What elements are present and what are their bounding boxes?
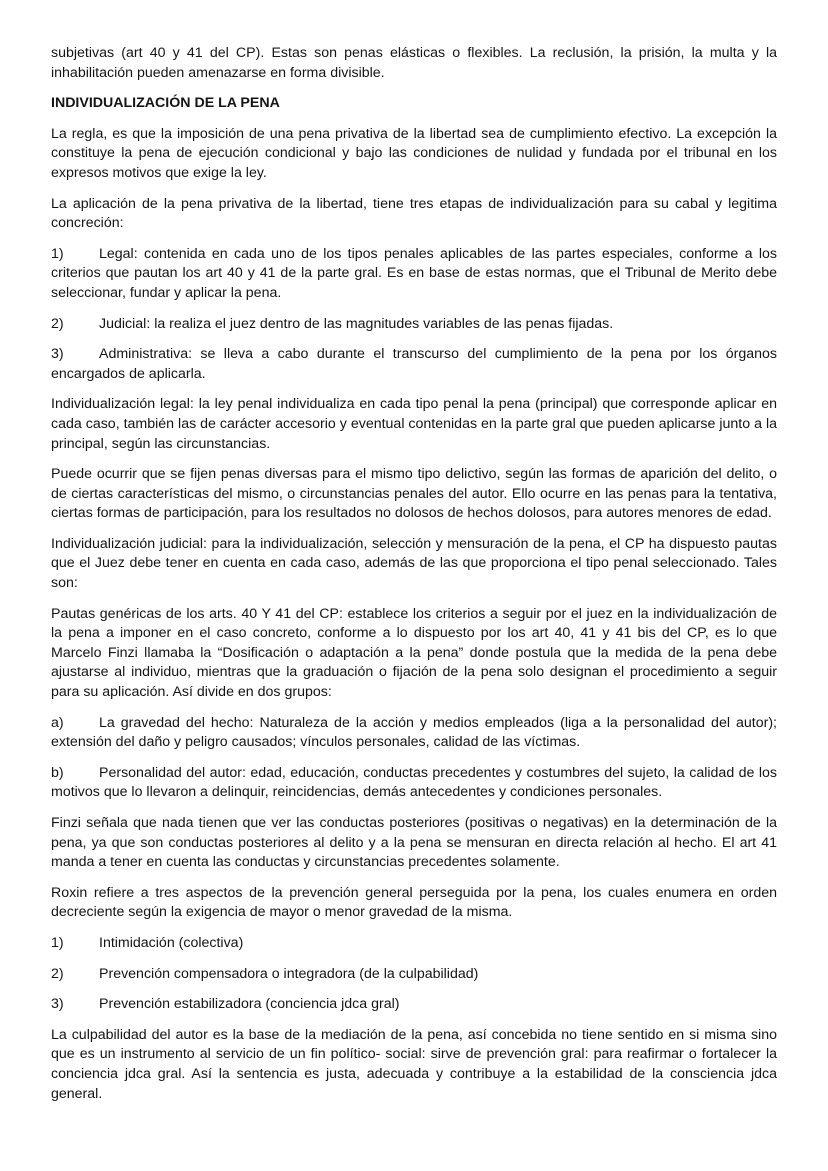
paragraph-intro: subjetivas (art 40 y 41 del CP). Estas son penas elásticas o flexibles. La reclusión, la prisión, la multa y la inhabilitación pueden amenazarse en forma divisible. bbox=[51, 45, 777, 81]
list-text: Judicial: la realiza el juez dentro de las magnitudes variables de las penas fijadas. bbox=[99, 315, 614, 332]
list-text: Legal: contenida en cada uno de los tipos penales aplicables de las partes especiales, conforme a los criterios que pautan los art 40 y 41 de la parte gral. Es en base de estas normas, que el Tribunal de Merito debe seleccionar, fundar y aplicar la pena. bbox=[51, 245, 777, 301]
list-number: a) bbox=[51, 714, 64, 731]
paragraph-individualizacion-legal: Individualización legal: la ley penal individualiza en cada tipo penal la pena (principal) que corresponde aplicar en cada caso, también las de carácter accesorio y eventual contenidas en la parte gral que pueden aplicarse junto a la principal, según las circunstancias. bbox=[51, 396, 777, 452]
list-number: 2) bbox=[51, 315, 64, 332]
list-text: La gravedad del hecho: Naturaleza de la acción y medios empleados (liga a la personalidad del autor); extensión del daño y peligro causados; vínculos personales, calidad de las víctimas. bbox=[51, 714, 777, 751]
list-number: 1) bbox=[51, 934, 64, 951]
paragraph-individualizacion-judicial: Individualización judicial: para la individualización, selección y mensuración de la pena, el CP ha dispuesto pautas que el Juez debe tener en cuenta en cada caso, además de las que proporciona el tipo penal seleccionado. Tales son: bbox=[51, 535, 777, 592]
list-item-etapa-1 bbox=[51, 245, 777, 304]
paragraph-roxin: Roxin refiere a tres aspectos de la prevención general perseguida por la pena, los cuales enumera en orden decreciente según la exigencia de mayor o menor gravedad de la misma. bbox=[51, 884, 777, 921]
paragraph-culpabilidad: La culpabilidad del autor es la base de la mediación de la pena, así concebida no tiene sentido en si misma sino que es un instrumento al servicio de un fin político- social: sirve de prevención gral: para reafirmar o fortalecer la conciencia jdca gral. Así la sentencia es justa, adecuada y contribuye a la estabilidad de la consciencia jdca general. bbox=[51, 1026, 777, 1102]
paragraph-regla: La regla, es que la imposición de una pena privativa de la libertad sea de cumplimiento efectivo. La excepción la constituye la pena de ejecución condicional y bajo las condiciones de nulidad y fundada por el tribunal en los expresos motivos que exige la ley. bbox=[51, 125, 777, 181]
list-text: Personalidad del autor: edad, educación, conductas precedentes y costumbres del sujeto, la calidad de los motivos que lo llevaron a delinquir, reincidencias, demás antecedentes y condiciones personales. bbox=[51, 764, 777, 801]
list-number: 3) bbox=[51, 996, 64, 1013]
list-item-etapa-3 bbox=[51, 345, 777, 384]
list-item-etapa-2 bbox=[51, 315, 777, 335]
paragraph-pautas: Pautas genéricas de los arts. 40 Y 41 del CP: establece los criterios a seguir por el juez en la individualización de la pena a imponer en el caso concreto, conforme a lo dispuesto por los art 40, 41 y 41 bis del CP, es lo que Marcelo Finzi llamaba la “Dosificación o adaptación a la pena” donde postula que la medida de la pena debe ajustarse al individuo, mientras que la graduación o fijación de la pena solo designan el procedimiento a seguir para su aplicación. Así divide en dos grupos: bbox=[51, 605, 777, 701]
list-text: Prevención estabilizadora (conciencia jdca gral) bbox=[99, 996, 400, 1013]
list-number: 1) bbox=[51, 245, 64, 262]
paragraph-puede-ocurrir: Puede ocurrir que se fijen penas diversas para el mismo tipo delictivo, según las formas de aparición del delito, o de ciertas características del mismo, o circunstancias penales del autor. Ello ocurre en las penas para la tentativa, ciertas formas de participación, para los resultados no dolosos de hechos dolosos, para autores menores de edad. bbox=[51, 466, 777, 522]
list-item-grupo-b bbox=[51, 764, 777, 803]
paragraph-aplicacion: La aplicación de la pena privativa de la libertad, tiene tres etapas de individualización para su cabal y legitima concreción: bbox=[51, 195, 777, 232]
list-number: 3) bbox=[51, 346, 64, 363]
list-number: 2) bbox=[51, 965, 64, 982]
list-item-prevencion-2 bbox=[51, 965, 777, 985]
list-item-grupo-a bbox=[51, 714, 777, 753]
list-text: Administrativa: se lleva a cabo durante el transcurso del cumplimiento de la pena por los órganos encargados de aplicarla. bbox=[51, 346, 777, 382]
paragraph-finzi: Finzi señala que nada tienen que ver las conductas posteriores (positivas o negativas) en la determinación de la pena, ya que son conductas posteriores al delito y a la pena se mensuran en directa relación al hecho. El art 41 manda a tener en cuenta las conductas y circunstancias precedentes solamente. bbox=[51, 815, 777, 871]
list-number: b) bbox=[51, 764, 64, 781]
list-text: Intimidación (colectiva) bbox=[99, 934, 244, 951]
list-item-prevencion-3 bbox=[51, 995, 777, 1015]
list-text: Prevención compensadora o integradora (de la culpabilidad) bbox=[99, 965, 479, 982]
section-heading: INDIVIDUALIZACIÓN DE LA PENA bbox=[51, 95, 280, 112]
list-item-prevencion-1 bbox=[51, 934, 777, 954]
